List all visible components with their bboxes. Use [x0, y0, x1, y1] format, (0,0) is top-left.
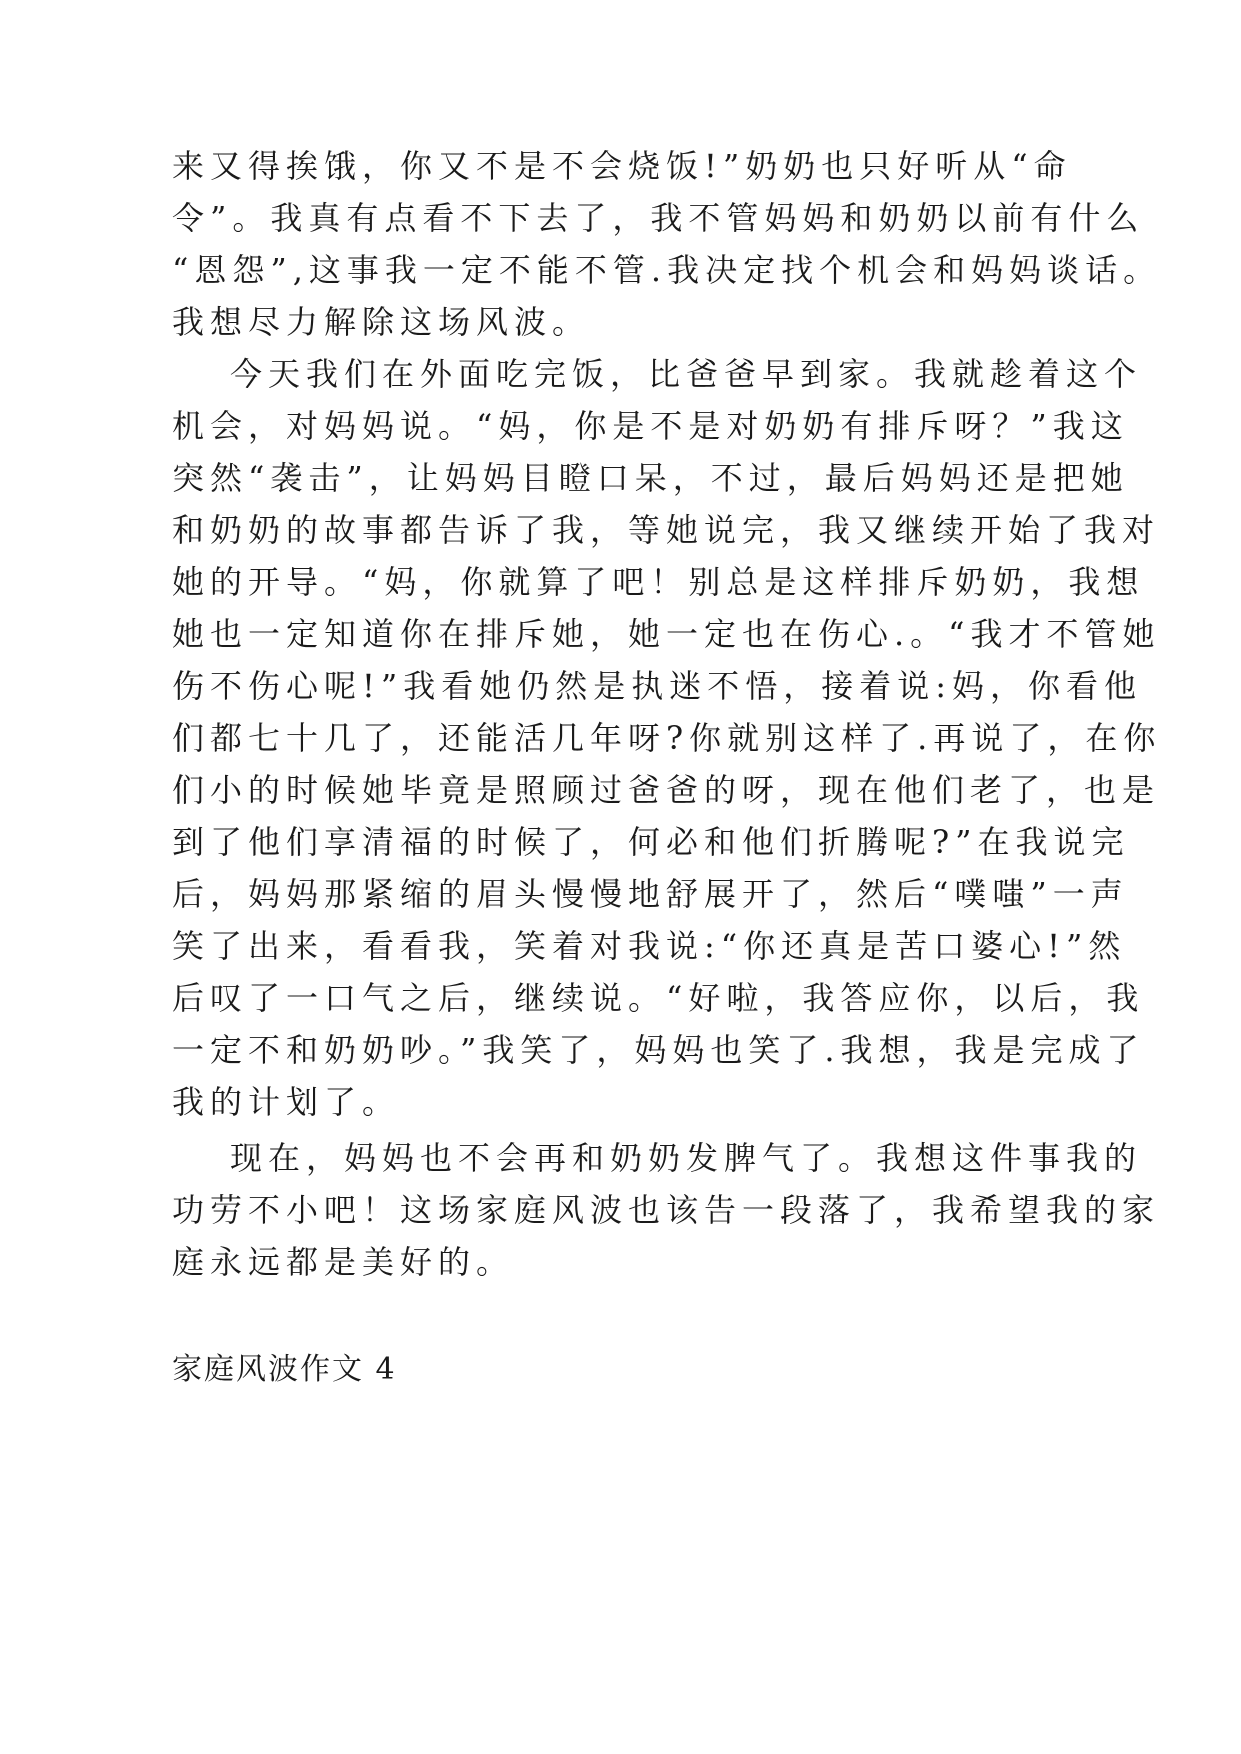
text-line: 后，妈妈那紧缩的眉头慢慢地舒展开了，然后“噗嗤”一声 — [172, 875, 1129, 913]
text-line: 功劳不小吧！这场家庭风波也该告一段落了，我希望我的家 — [172, 1191, 1161, 1229]
text-line: 我的计划了。 — [172, 1083, 401, 1121]
text-line: 突然“袭击”，让妈妈目瞪口呆，不过，最后妈妈还是把她 — [172, 459, 1129, 497]
text-line: 一定不和奶奶吵。”我笑了，妈妈也笑了.我想，我是完成了 — [172, 1031, 1145, 1069]
text-line: 她也一定知道你在排斥她，她一定也在伤心.。“我才不管她 — [172, 615, 1161, 653]
text-line: 到了他们享清福的时候了，何必和他们折腾呢?”在我说完 — [172, 823, 1130, 861]
text-line: 后叹了一口气之后，继续说。“好啦，我答应你，以后，我 — [172, 979, 1145, 1017]
text-line: 今天我们在外面吃完饭，比爸爸早到家。我就趁着这个 — [230, 355, 1143, 393]
text-line: 和奶奶的故事都告诉了我，等她说完，我又继续开始了我对 — [172, 511, 1161, 549]
text-line: 伤不伤心呢!”我看她仍然是执迷不悟，接着说:妈，你看他 — [172, 667, 1143, 705]
text-line: 们小的时候她毕竟是照顾过爸爸的呀，现在他们老了，也是 — [172, 771, 1161, 809]
text-line: “恩怨”,这事我一定不能不管.我决定找个机会和妈妈谈话。 — [172, 251, 1162, 289]
text-line: 们都七十几了，还能活几年呀?你就别这样了.再说了，在你 — [172, 719, 1162, 757]
text-line: 来又得挨饿，你又不是不会烧饭!”奶奶也只好听从“命 — [172, 147, 1072, 185]
text-line: 笑了出来，看看我，笑着对我说:“你还真是苦口婆心!”然 — [172, 927, 1127, 965]
text-line: 令”。我真有点看不下去了，我不管妈妈和奶奶以前有什么 — [172, 199, 1145, 237]
section-heading: 家庭风波作文 4 — [172, 1352, 397, 1387]
text-line: 我想尽力解除这场风波。 — [172, 303, 591, 341]
text-line: 机会，对妈妈说。“妈，你是不是对奶奶有排斥呀？”我这 — [172, 407, 1129, 445]
text-line: 庭永远都是美好的。 — [172, 1243, 515, 1281]
text-line: 现在，妈妈也不会再和奶奶发脾气了。我想这件事我的 — [230, 1139, 1143, 1177]
text-line: 她的开导。“妈，你就算了吧！别总是这样排斥奶奶，我想 — [172, 563, 1145, 601]
